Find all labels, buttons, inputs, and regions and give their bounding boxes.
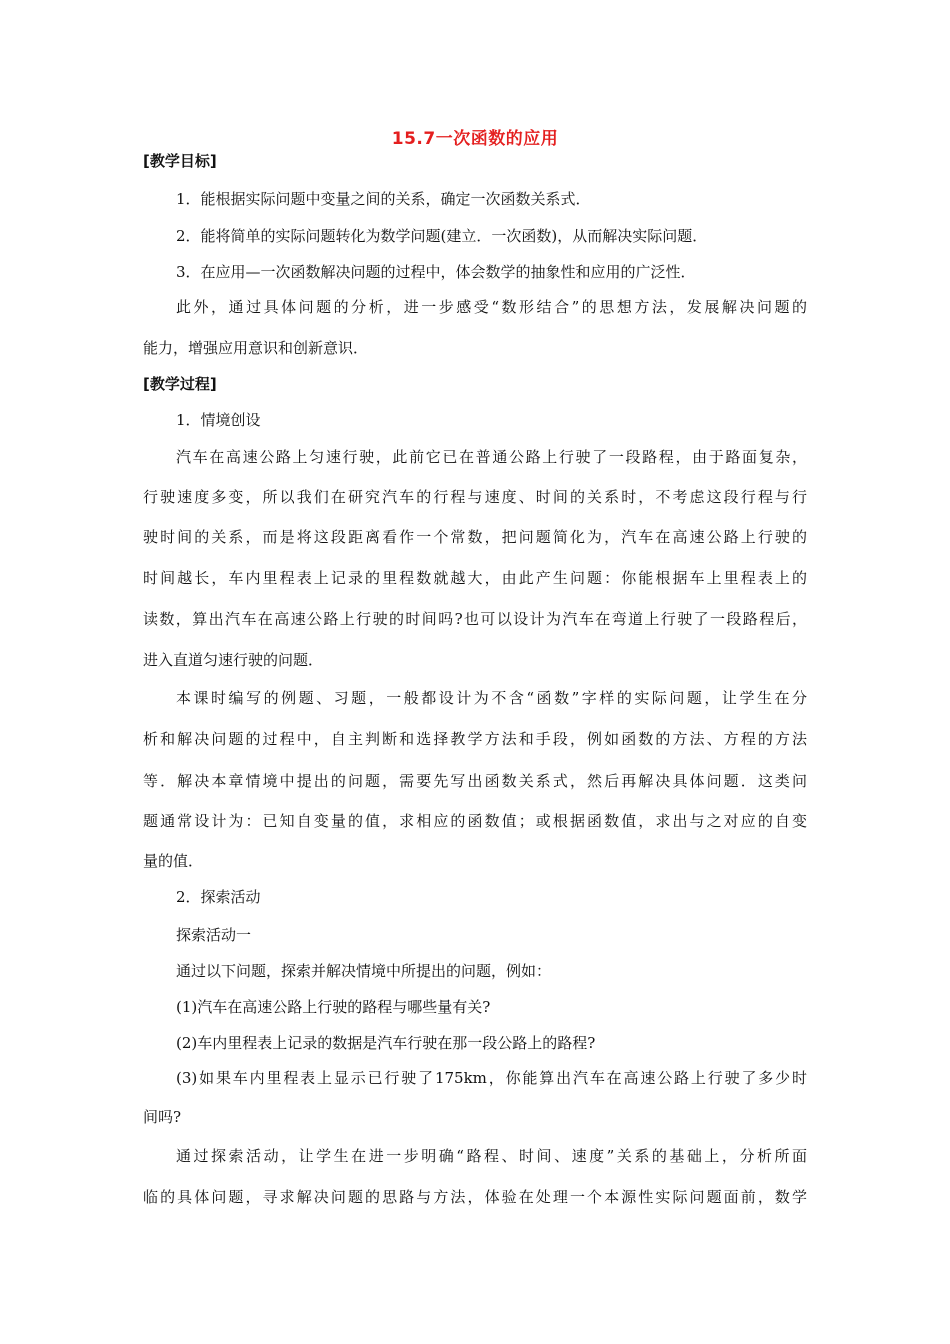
paragraph-line: 等．解决本章情境中提出的问题，需要先写出函数关系式，然后再解决具体问题．这类问 [143, 772, 807, 790]
section-heading-process: [教学过程] [143, 375, 217, 393]
objective-item: 1．能根据实际问题中变量之间的关系，确定一次函数关系式． [176, 190, 591, 208]
paragraph-line: 此外，通过具体问题的分析，进一步感受“数形结合”的思想方法，发展解决问题的 [176, 298, 807, 316]
document-title: 15.7一次函数的应用 [391, 129, 559, 149]
paragraph-line: 时间越长，车内里程表上记录的里程数就越大，由此产生问题：你能根据车上里程表上的 [143, 569, 807, 587]
question-item: (1)汽车在高速公路上行驶的路程与哪些量有关? [176, 998, 491, 1016]
step-heading: 2．探索活动 [176, 888, 261, 906]
paragraph-line: 本课时编写的例题、习题，一般都设计为不含“函数”字样的实际问题，让学生在分 [176, 689, 807, 707]
activity-intro: 通过以下问题，探索并解决情境中所提出的问题，例如： [176, 962, 552, 980]
paragraph-line: 析和解决问题的过程中，自主判断和选择教学方法和手段，例如函数的方法、方程的方法 [143, 730, 807, 748]
paragraph-line: 读数，算出汽车在高速公路上行驶的时间吗?也可以设计为汽车在弯道上行驶了一段路程后， [143, 610, 807, 628]
objective-item: 3．在应用—一次函数解决问题的过程中，体会数学的抽象性和应用的广泛性． [176, 263, 696, 281]
question-item: (2)车内里程表上记录的数据是汽车行驶在那一段公路上的路程? [176, 1034, 596, 1052]
question-item: (3)如果车内里程表上显示已行驶了175km，你能算出汽车在高速公路上行驶了多少时 [176, 1069, 807, 1087]
section-heading-objectives: [教学目标] [143, 152, 217, 170]
step-heading: 1．情境创设 [176, 411, 261, 429]
paragraph-line: 题通常设计为：已知自变量的值，求相应的函数值；或根据函数值，求出与之对应的自变 [143, 812, 807, 830]
paragraph-line: 通过探索活动，让学生在进一步明确“路程、时间、速度”关系的基础上，分析所面 [176, 1147, 807, 1165]
question-item: 间吗? [143, 1108, 182, 1126]
objective-item: 2．能将简单的实际问题转化为数学问题(建立．一次函数)，从而解决实际问题． [176, 227, 708, 245]
paragraph-line: 驶时间的关系，而是将这段距离看作一个常数，把问题简化为，汽车在高速公路上行驶的 [143, 528, 807, 546]
paragraph-line: 临的具体问题，寻求解决问题的思路与方法，体验在处理一个本源性实际问题面前，数学 [143, 1188, 807, 1206]
paragraph-line: 量的值． [143, 852, 204, 870]
paragraph-line: 汽车在高速公路上匀速行驶，此前它已在普通公路上行驶了一段路程，由于路面复杂， [176, 448, 807, 466]
paragraph-line: 进入直道匀速行驶的问题． [143, 651, 324, 669]
activity-heading: 探索活动一 [176, 926, 252, 944]
paragraph-line: 能力，增强应用意识和创新意识． [143, 339, 369, 357]
paragraph-line: 行驶速度多变，所以我们在研究汽车的行程与速度、时间的关系时，不考虑这段行程与行 [143, 488, 807, 506]
